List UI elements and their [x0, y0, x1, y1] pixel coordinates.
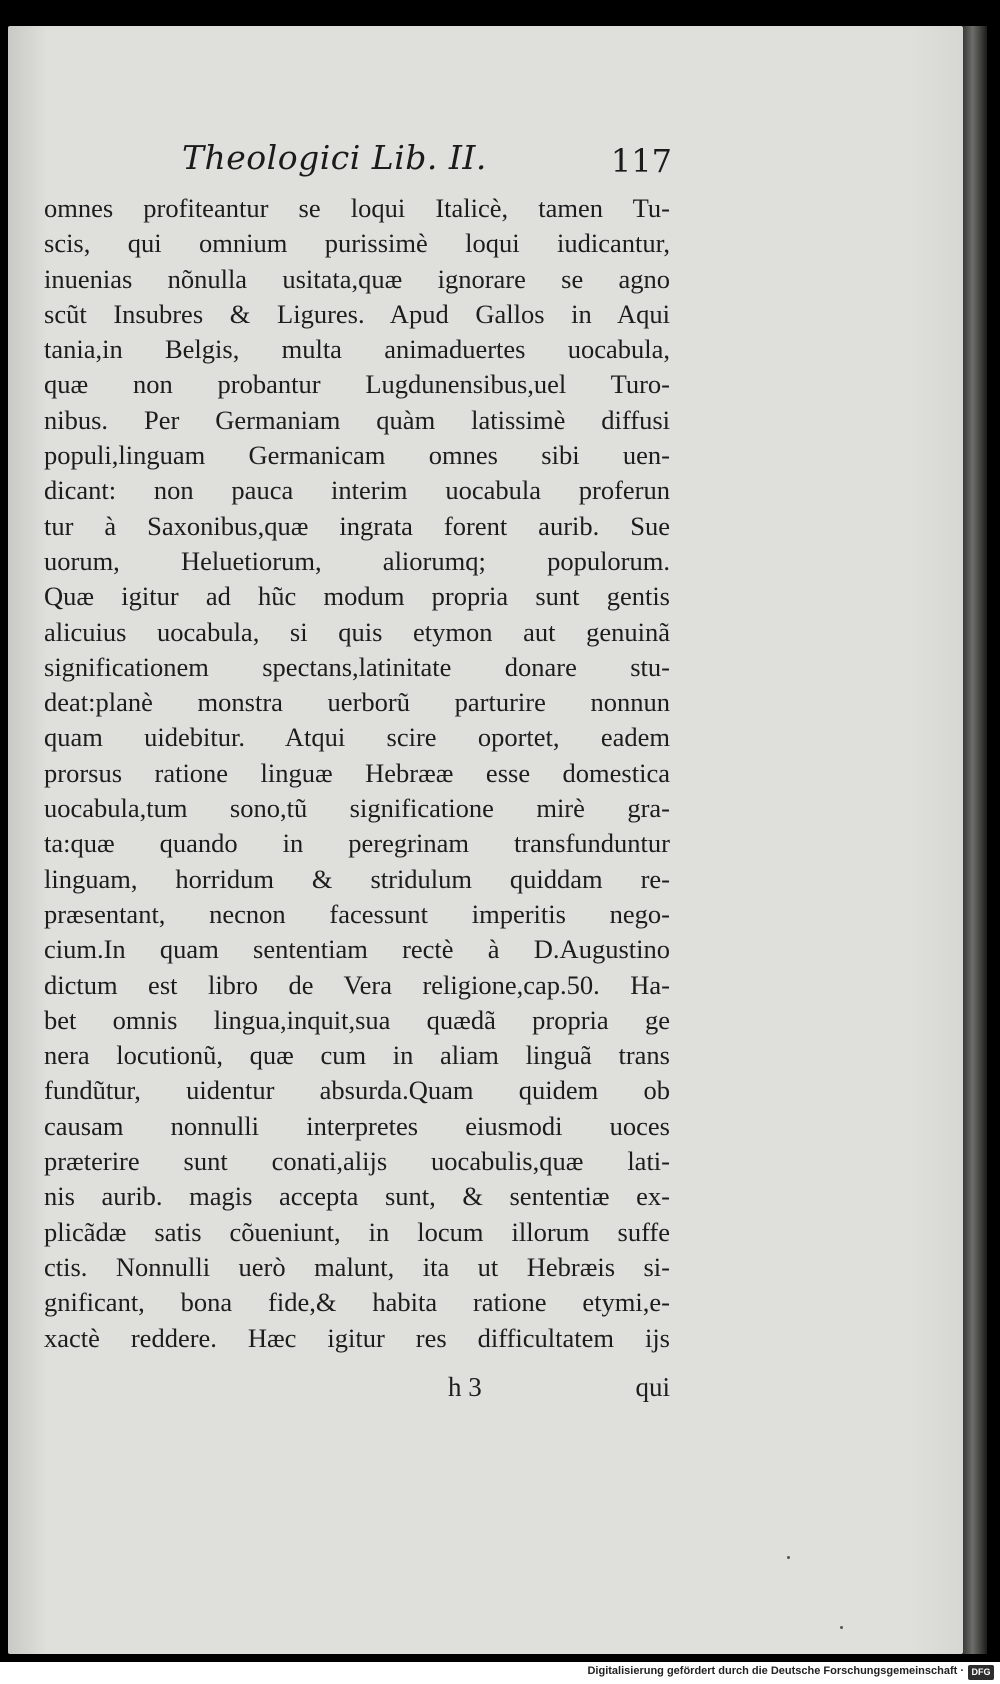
text-line: tur à Saxonibus,quæ ingrata forent aurib. Sue	[44, 510, 670, 541]
text-line: dicant: non pauca interim uocabula proferun	[44, 475, 670, 506]
text-line: cium.In quam sententiam rectè à D.Augustino	[44, 934, 670, 965]
text-line: causam nonnulli interpretes eiusmodi uoces	[44, 1110, 670, 1141]
text-line: bet omnis lingua,inquit,sua quædã propria ge	[44, 1004, 670, 1035]
text-line: significationem spectans,latinitate donare stu-	[44, 651, 670, 682]
body-text	[44, 191, 670, 1356]
text-line: dictum est libro de Vera religione,cap.50. Ha-	[44, 969, 670, 1000]
text-line: ctis. Nonnulli uerò malunt, ita ut Hebræis si-	[44, 1251, 670, 1282]
running-head	[182, 138, 672, 186]
text-line: scũt Insubres & Ligures. Apud Gallos in Aqui	[44, 298, 670, 329]
text-line: populi,linguam Germanicam omnes sibi uen-	[44, 440, 670, 471]
text-line: gnificant, bona fide,& habita ratione etymi,e-	[44, 1287, 670, 1318]
text-line: fundũtur, uidentur absurda.Quam quidem ob	[44, 1075, 670, 1106]
text-line: præsentant, necnon facessunt imperitis nego-	[44, 898, 670, 929]
paper-speck	[787, 1556, 790, 1559]
text-line: ta:quæ quando in peregrinam transfunduntur	[44, 828, 670, 859]
credit-text: Digitalisierung gefördert durch die Deutsche Forschungsgemeinschaft ·	[587, 1665, 964, 1677]
paper-speck	[840, 1626, 843, 1629]
text-line: uocabula,tum sono,tũ significatione mirè gra-	[44, 793, 670, 824]
text-line: scis, qui omnium purissimè loqui iudicantur,	[44, 228, 670, 259]
page-number: 117	[610, 142, 672, 180]
text-line: Quæ igitur ad hũc modum propria sunt gentis	[44, 581, 670, 612]
text-line: alicuius uocabula, si quis etymon aut genuinã	[44, 616, 670, 647]
text-line: deat:planè monstra uerborũ parturire nonnun	[44, 687, 670, 718]
text-line: præterire sunt conati,alijs uocabulis,quæ lati-	[44, 1146, 670, 1177]
page-footer	[448, 1372, 670, 1412]
text-line: tania,in Belgis, multa animaduertes uocabula,	[44, 334, 670, 365]
text-line: linguam, horridum & stridulum quiddam re-	[44, 863, 670, 894]
text-line: nibus. Per Germaniam quàm latissimè diffusi	[44, 404, 670, 435]
page-edge-shadow	[963, 26, 987, 1654]
text-line: quæ non probantur Lugdunensibus,uel Turo-	[44, 369, 670, 400]
signature-mark: h 3	[448, 1372, 482, 1402]
text-line: uorum, Heluetiorum, aliorumq; populorum.	[44, 545, 670, 576]
credit-bar	[0, 1662, 1000, 1684]
text-line: omnes profiteantur se loqui Italicè, tamen Tu-	[44, 193, 670, 223]
text-line: quam uidebitur. Atqui scire oportet, eadem	[44, 722, 670, 753]
text-line: inuenias nõnulla usitata,quæ ignorare se agno	[44, 263, 670, 294]
text-line: plicãdæ satis cõueniunt, in locum illorum suffe	[44, 1216, 670, 1247]
text-line: nis aurib. magis accepta sunt, & sententiæ ex-	[44, 1181, 670, 1212]
text-line: prorsus ratione linguæ Hebrææ esse domestica	[44, 757, 670, 788]
text-line: xactè reddere. Hæc igitur res difficultatem ijs	[44, 1322, 670, 1353]
text-line: nera locutionũ, quæ cum in aliam linguã trans	[44, 1040, 670, 1071]
dfg-logo-icon: DFG	[968, 1665, 994, 1680]
running-title: Theologici Lib. II.	[182, 138, 487, 177]
catchword: qui	[635, 1372, 670, 1402]
